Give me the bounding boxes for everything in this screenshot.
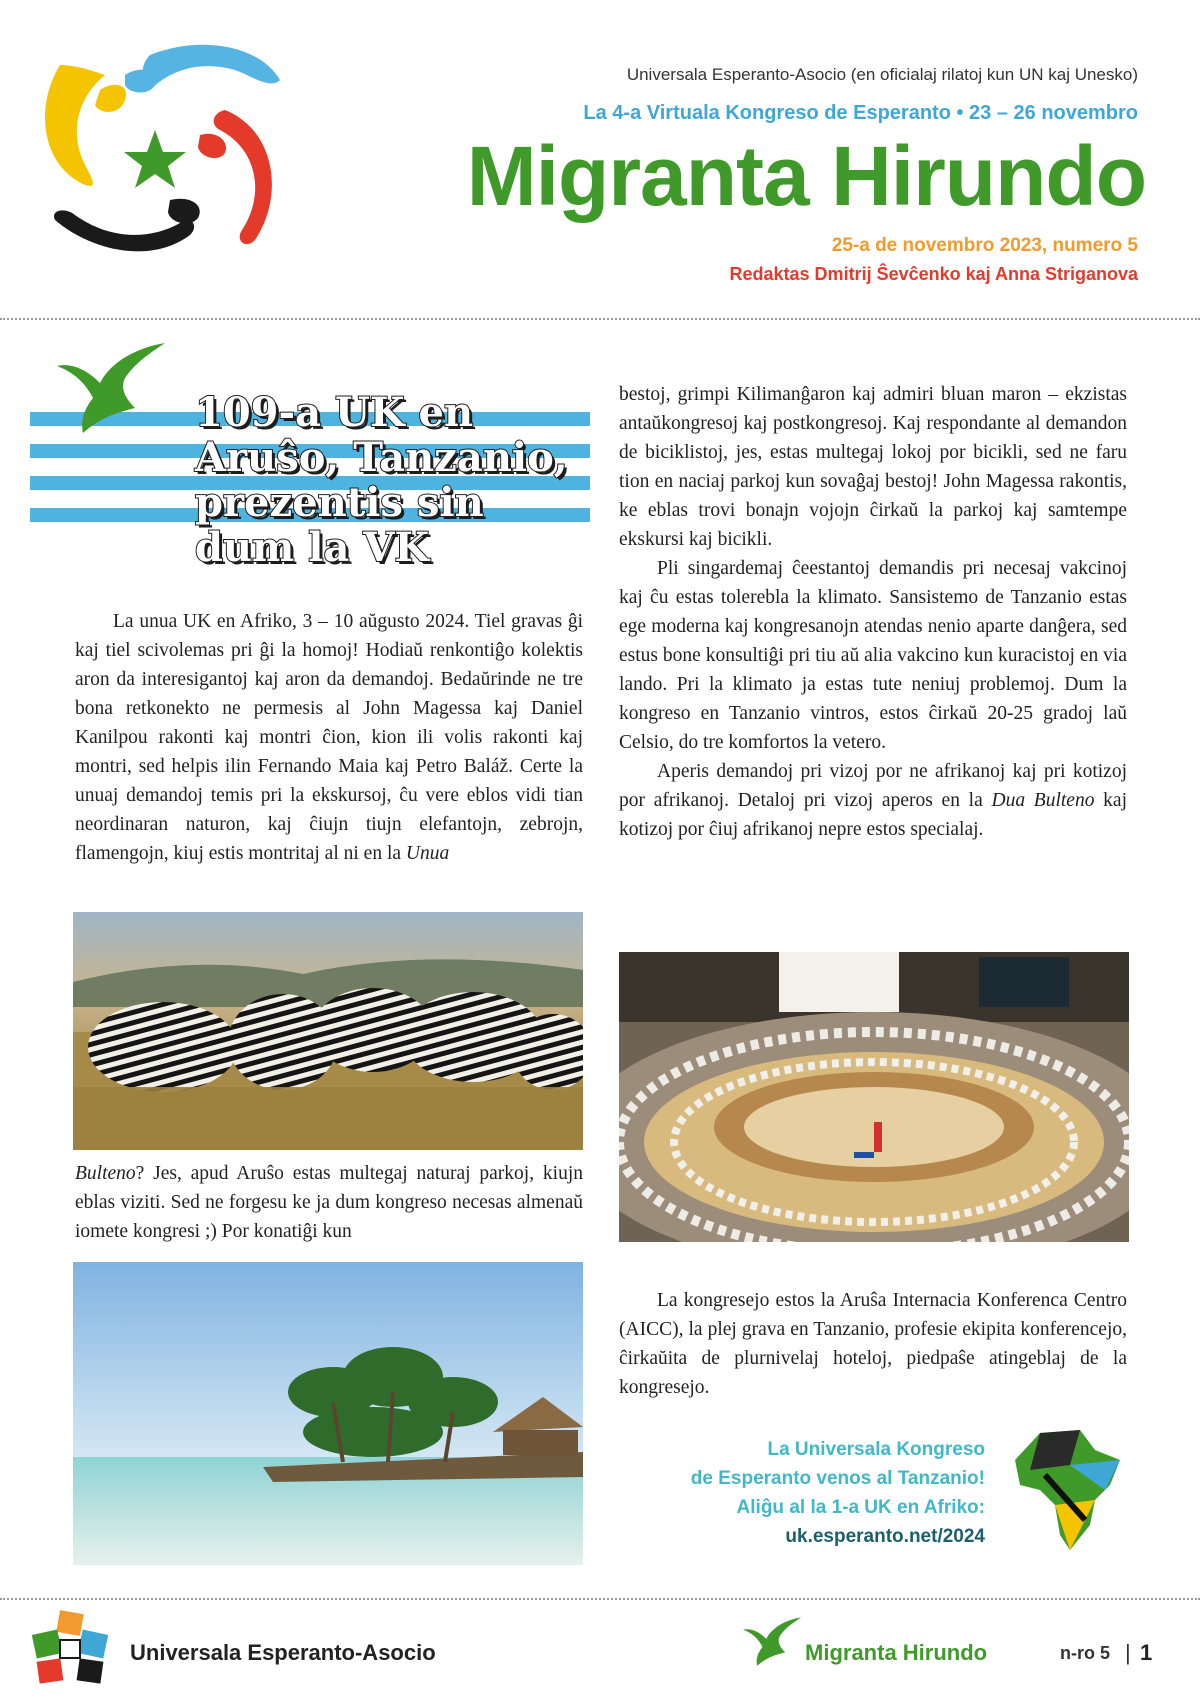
swallow-icon <box>55 338 170 436</box>
article-paragraph: bestoj, grimpi Kilimanĝaron kaj admiri bluan maron – ekzistas antaŭkongresoj kaj postkongresoj. Kaj respondante al demandon de biciklistoj, jes, estas multegaj lokoj por bicikli, sed ne faru tion en naciaj parkoj kun sovaĝaj bestoj! John Magessa rakontis, ke eblas trovi bonajn vojojn ĉirkaŭ la parkoj kaj samtempe ekskursi kaj bicikli. <box>619 384 1127 550</box>
article-left-mid <box>75 1159 583 1246</box>
zebras-photo <box>73 912 583 1150</box>
article-text: La unua UK en Afriko, 3 – 10 aŭgusto 2024. Tiel gravas ĝi kaj tiel scivolemas pri ĝi la homoj! Hodiaŭ renkontiĝo kolektis aron da interesigantoj kaj aron da demandoj. Bedaŭrinde ne tre bona retkonekto ne permesis al John Magessa kaj Daniel Kanilpou rakonti kaj montri ĉion, kion ili volis rakonti kaj montri, sed helpis ilin Fernando Maia kaj Petro Baláž. Certe la unuaj demandoj temis pri la ekskursoj, ĉu vere eblos vidi tian neordinaran naturon, kaj ĉiujn tiujn elefantojn, zebrojn, flamengojn, kiuj estis montritaj al ni en la <box>75 611 583 864</box>
africa-map-icon <box>1010 1425 1130 1555</box>
congress-line: La 4-a Virtuala Kongreso de Esperanto • 23 – 26 novembro <box>583 102 1138 124</box>
promo-line: La Universala Kongreso <box>767 1439 985 1460</box>
article-italic: Unua <box>405 843 450 864</box>
article-text: ? Jes, apud Aruŝo estas multegaj naturaj parkoj, kiujn eblas viziti. Sed ne forgesu ke ja dum kongreso necesas almenaŭ iomete kongresi ;) Por konatiĝi kun <box>75 1163 583 1242</box>
promo-line: de Esperanto venos al Tanzanio! <box>690 1468 985 1489</box>
article-paragraph: La kongresejo estos la Aruŝa Internacia Konferenca Centro (AICC), la plej grava en Tanzanio, profesie ekipita konferencejo, ĉirkaŭita de plurnivelaj hoteloj, piedpaŝe atingeblaj de la kongresejo. <box>619 1290 1127 1398</box>
article-headline: 109-a UK en Aruŝo, Tanzanio, prezentis sin dum la VK <box>195 389 568 571</box>
footer-organization: Universala Esperanto-Asocio <box>130 1640 436 1665</box>
organization-line: Universala Esperanto-Asocio (en oficialaj rilatoj kun UN kaj Unesko) <box>626 65 1138 84</box>
page-number: 1 <box>1140 1640 1153 1665</box>
article-text: Aperis demandoj pri vizoj por ne afrikanoj kaj pri kotizoj por afrikanoj. Detaloj pri vizoj aperos en la <box>619 761 1127 811</box>
article-left-top <box>75 607 583 868</box>
promo-link[interactable]: uk.esperanto.net/2024 <box>785 1526 985 1547</box>
conference-hall-photo <box>619 952 1129 1242</box>
masthead-title: Migranta Hirundo <box>466 129 1146 223</box>
article-right-top <box>619 380 1127 844</box>
footer-issue-number: n-ro 5 <box>1060 1643 1111 1663</box>
uea-logo <box>30 1610 110 1686</box>
footer-separator: | <box>1125 1640 1131 1665</box>
promo-line: Aliĝu al la 1-a UK en Afriko: <box>736 1497 985 1518</box>
footer-divider <box>0 1598 1200 1600</box>
article-right-bottom <box>619 1286 1127 1402</box>
article-italic: Bulteno <box>75 1163 136 1184</box>
footer-title: Migranta Hirundo <box>805 1640 988 1665</box>
header-divider <box>0 318 1200 320</box>
article-paragraph: Pli singardemaj ĉeestantoj demandis pri necesaj vakcinoj kaj ĉu estas tolerebla la klimato. Sansistemo de Tanzanio estas ege moderna kaj kongresanojn atendas nenio aparte danĝera, sed estus bone konsultiĝi pri tiu aŭ alia vakcino kun kuracistoj en via lando. Pri la klimato ja estas tute neniuj problemoj. Dum la kongreso en Tanzanio vintros, estos ĉirkaŭ 20-25 gradoj laŭ Celsio, do tre komfortos la vetero. <box>619 558 1127 753</box>
article-text: kaj kotizoj por ĉiuj afrikanoj nepre estos specialaj. <box>619 790 1128 840</box>
hands-star-logo <box>30 35 300 285</box>
promo-box <box>620 1435 985 1551</box>
issue-line: 25-a de novembro 2023, numero 5 <box>831 235 1138 256</box>
swallow-icon <box>742 1613 804 1669</box>
editors-line: Redaktas Dmitrij Ŝevĉenko kaj Anna Striganova <box>729 264 1138 284</box>
beach-photo <box>73 1262 583 1565</box>
article-italic: Dua Bulteno <box>991 790 1095 811</box>
